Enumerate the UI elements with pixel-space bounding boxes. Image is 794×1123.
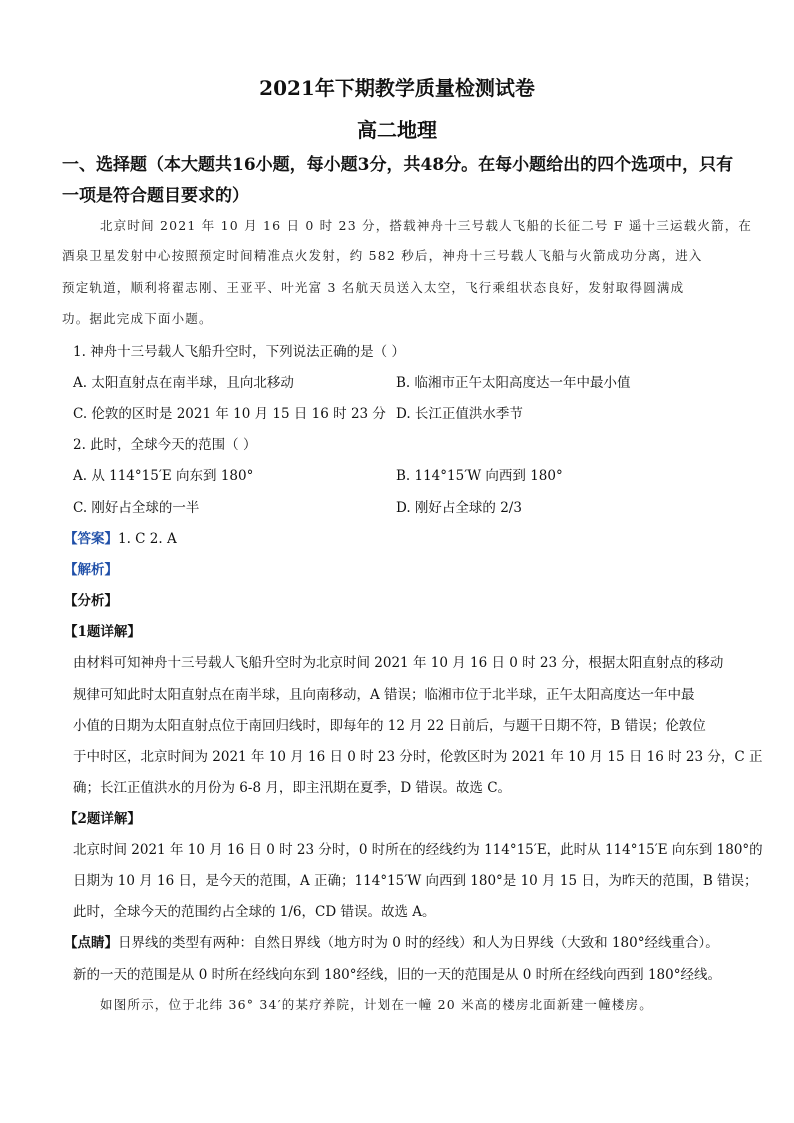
- answer-row: [64, 527, 177, 547]
- question-1-option-c: C. 伦敦的区时是 2021 年 10 月 15 日 16 时 23 分: [73, 406, 386, 422]
- tip-tag: 【点睛】: [64, 935, 118, 951]
- question-1-option-b: B. 临湘市正午太阳高度达一年中最小值: [396, 375, 631, 391]
- section-heading-line1: 一、选择题（本大题共16小题，每小题3分，共48分。在每小题给出的四个选项中，只有: [62, 155, 734, 175]
- question-2-option-c: C. 刚好占全球的一半: [73, 500, 200, 516]
- section-heading-line2: 一项是符合题目要求的）: [62, 186, 249, 206]
- question-1-stem: 1. 神舟十三号载人飞船升空时，下列说法正确的是（ ）: [73, 344, 405, 360]
- detail-1-tag: 【1题详解】: [64, 624, 141, 640]
- passage-line-1: 北京时间 2021 年 10 月 16 日 0 时 23 分，搭载神舟十三号载人飞船的长征二号 F 遥十三运载火箭，在: [100, 218, 753, 233]
- tip-line-1: 日界线的类型有两种：自然日界线（地方时为 0 时的经线）和人为日界线（大致和 180°经线重合）。: [118, 935, 719, 951]
- detail-1-line-4: 于中时区，北京时间为 2021 年 10 月 16 日 0 时 23 分时，伦敦区时为 2021 年 10 月 15 日 16 时 23 分，C 正: [73, 749, 763, 765]
- tip-row: [64, 931, 719, 951]
- detail-2-line-1: 北京时间 2021 年 10 月 16 日 0 时 23 分时，0 时所在的经线约为 114°15′E，此时从 114°15′E 向东到 180°的: [73, 842, 763, 858]
- detail-1-line-5: 确；长江正值洪水的月份为 6-8 月，即主汛期在夏季，D 错误。故选 C。: [73, 780, 512, 796]
- exam-title: 2021年下期教学质量检测试卷: [259, 76, 535, 100]
- answer-tag: 【答案】: [64, 531, 118, 547]
- detail-1-line-3: 小值的日期为太阳直射点位于南回归线时，即每年的 12 月 22 日前后，与题干日期不符，B 错误；伦敦位: [73, 718, 706, 734]
- passage-line-4: 功。据此完成下面小题。: [62, 311, 213, 326]
- exam-subject: 高二地理: [357, 118, 437, 142]
- question-1-option-d: D. 长江正值洪水季节: [396, 406, 523, 422]
- detail-2-tag: 【2题详解】: [64, 811, 141, 827]
- question-2-option-b: B. 114°15′W 向西到 180°: [396, 468, 563, 484]
- question-2-stem: 2. 此时，全球今天的范围（ ）: [73, 437, 257, 453]
- detail-1-line-2: 规律可知此时太阳直射点在南半球，且向南移动，A 错误；临湘市位于北半球，正午太阳高度达一年中最: [73, 687, 695, 703]
- detail-2-line-3: 此时，全球今天的范围约占全球的 1/6，CD 错误。故选 A。: [73, 904, 436, 920]
- question-2-option-d: D. 刚好占全球的 2/3: [396, 500, 522, 516]
- detail-2-line-2: 日期为 10 月 16 日，是今天的范围，A 正确；114°15′W 向西到 180°是 10 月 15 日，为昨天的范围，B 错误；: [73, 873, 758, 889]
- fenxi-tag: 【分析】: [64, 593, 118, 609]
- answer-text: 1. C 2. A: [118, 531, 177, 547]
- next-question-passage: 如图所示，位于北纬 36° 34′的某疗养院，计划在一幢 20 米高的楼房北面新建一幢楼房。: [100, 997, 653, 1012]
- question-1-option-a: A. 太阳直射点在南半球，且向北移动: [73, 375, 294, 391]
- passage-line-2: 酒泉卫星发射中心按照预定时间精准点火发射，约 582 秒后，神舟十三号载人飞船与火箭成功分离，进入: [62, 248, 703, 263]
- question-2-option-a: A. 从 114°15′E 向东到 180°: [73, 468, 254, 484]
- passage-line-3: 预定轨道，顺利将翟志刚、王亚平、叶光富 3 名航天员送入太空，飞行乘组状态良好，发射取得圆满成: [62, 280, 685, 295]
- analysis-tag: 【解析】: [64, 562, 118, 578]
- detail-1-line-1: 由材料可知神舟十三号载人飞船升空时为北京时间 2021 年 10 月 16 日 0 时 23 分，根据太阳直射点的移动: [73, 655, 724, 671]
- tip-line-2: 新的一天的范围是从 0 时所在经线向东到 180°经线，旧的一天的范围是从 0 时所在经线向西到 180°经线。: [73, 967, 721, 983]
